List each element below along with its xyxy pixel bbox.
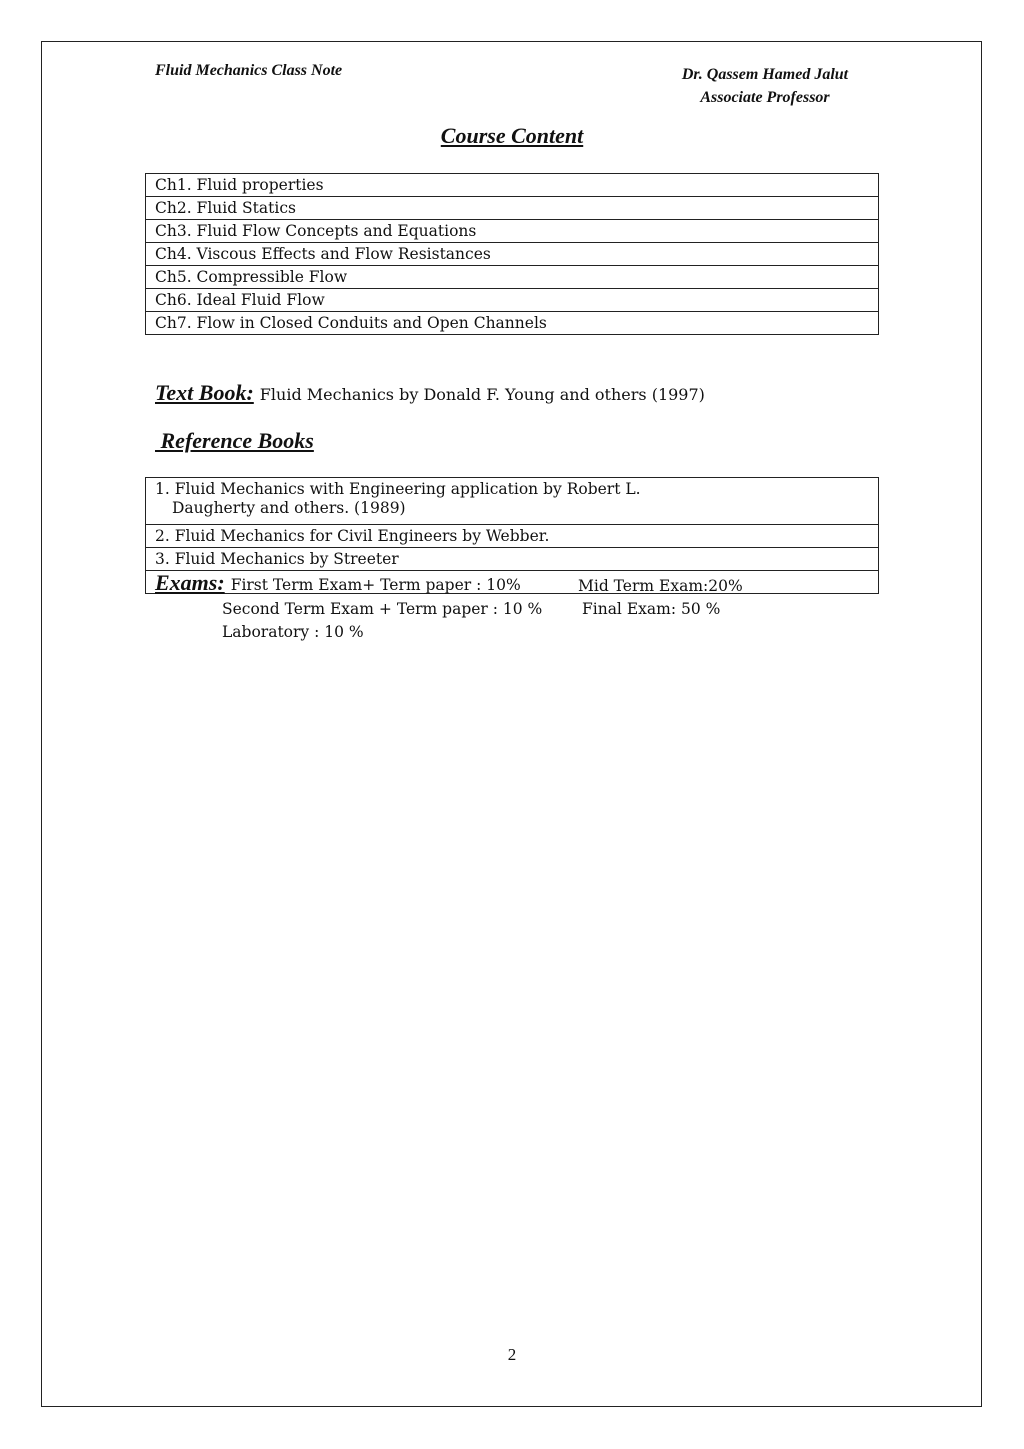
reference-cell: 2. Fluid Mechanics for Civil Engineers by Webber. (146, 525, 879, 548)
reference-cell (146, 478, 879, 525)
table-row (146, 243, 879, 266)
textbook-line (155, 380, 705, 406)
chapter-cell: Ch6. Ideal Fluid Flow (146, 289, 879, 312)
exam-mid-term: Mid Term Exam:20% (578, 577, 743, 595)
chapter-cell: Ch5. Compressible Flow (146, 266, 879, 289)
reference-line: 1. Fluid Mechanics with Engineering application by Robert L. (155, 480, 641, 498)
chapter-cell: Ch7. Flow in Closed Conduits and Open Channels (146, 312, 879, 335)
reference-line: Daugherty and others. (1989) (172, 499, 406, 517)
chapter-cell: Ch4. Viscous Effects and Flow Resistances (146, 243, 879, 266)
table-row (146, 220, 879, 243)
exam-first-term: First Term Exam+ Term paper : 10% (230, 576, 521, 594)
table-row (146, 197, 879, 220)
exams-label: Exams: (155, 570, 225, 595)
reference-cell: 3. Fluid Mechanics by Streeter (146, 548, 879, 571)
table-row (146, 548, 879, 571)
exam-laboratory: Laboratory : 10 % (222, 623, 364, 641)
textbook-value: Fluid Mechanics by Donald F. Young and others (1997) (259, 385, 705, 404)
header-position: Associate Professor (700, 89, 830, 106)
header-author-block (640, 63, 890, 109)
exams-row (146, 571, 879, 594)
table-row (146, 525, 879, 548)
page-number: 2 (507, 1345, 517, 1364)
header-course-note: Fluid Mechanics Class Note (155, 62, 343, 79)
exam-final: Final Exam: 50 % (582, 600, 721, 618)
chapter-cell: Ch3. Fluid Flow Concepts and Equations (146, 220, 879, 243)
exams-cell (146, 570, 879, 641)
exam-second-term: Second Term Exam + Term paper : 10 % (222, 600, 543, 618)
chapters-table (145, 173, 879, 335)
table-row (146, 478, 879, 525)
reference-books-title-text: Reference Books (160, 428, 314, 453)
chapter-cell: Ch2. Fluid Statics (146, 197, 879, 220)
table-row (146, 266, 879, 289)
textbook-label: Text Book: (155, 380, 254, 405)
reference-books-title (155, 428, 314, 454)
course-content-title: Course Content (440, 123, 584, 148)
references-table (145, 477, 879, 641)
table-row (146, 174, 879, 197)
table-row (146, 289, 879, 312)
header-author: Dr. Qassem Hamed Jalut (681, 66, 849, 83)
exam-first-line (155, 570, 521, 595)
table-row (146, 312, 879, 335)
chapter-cell: Ch1. Fluid properties (146, 174, 879, 197)
